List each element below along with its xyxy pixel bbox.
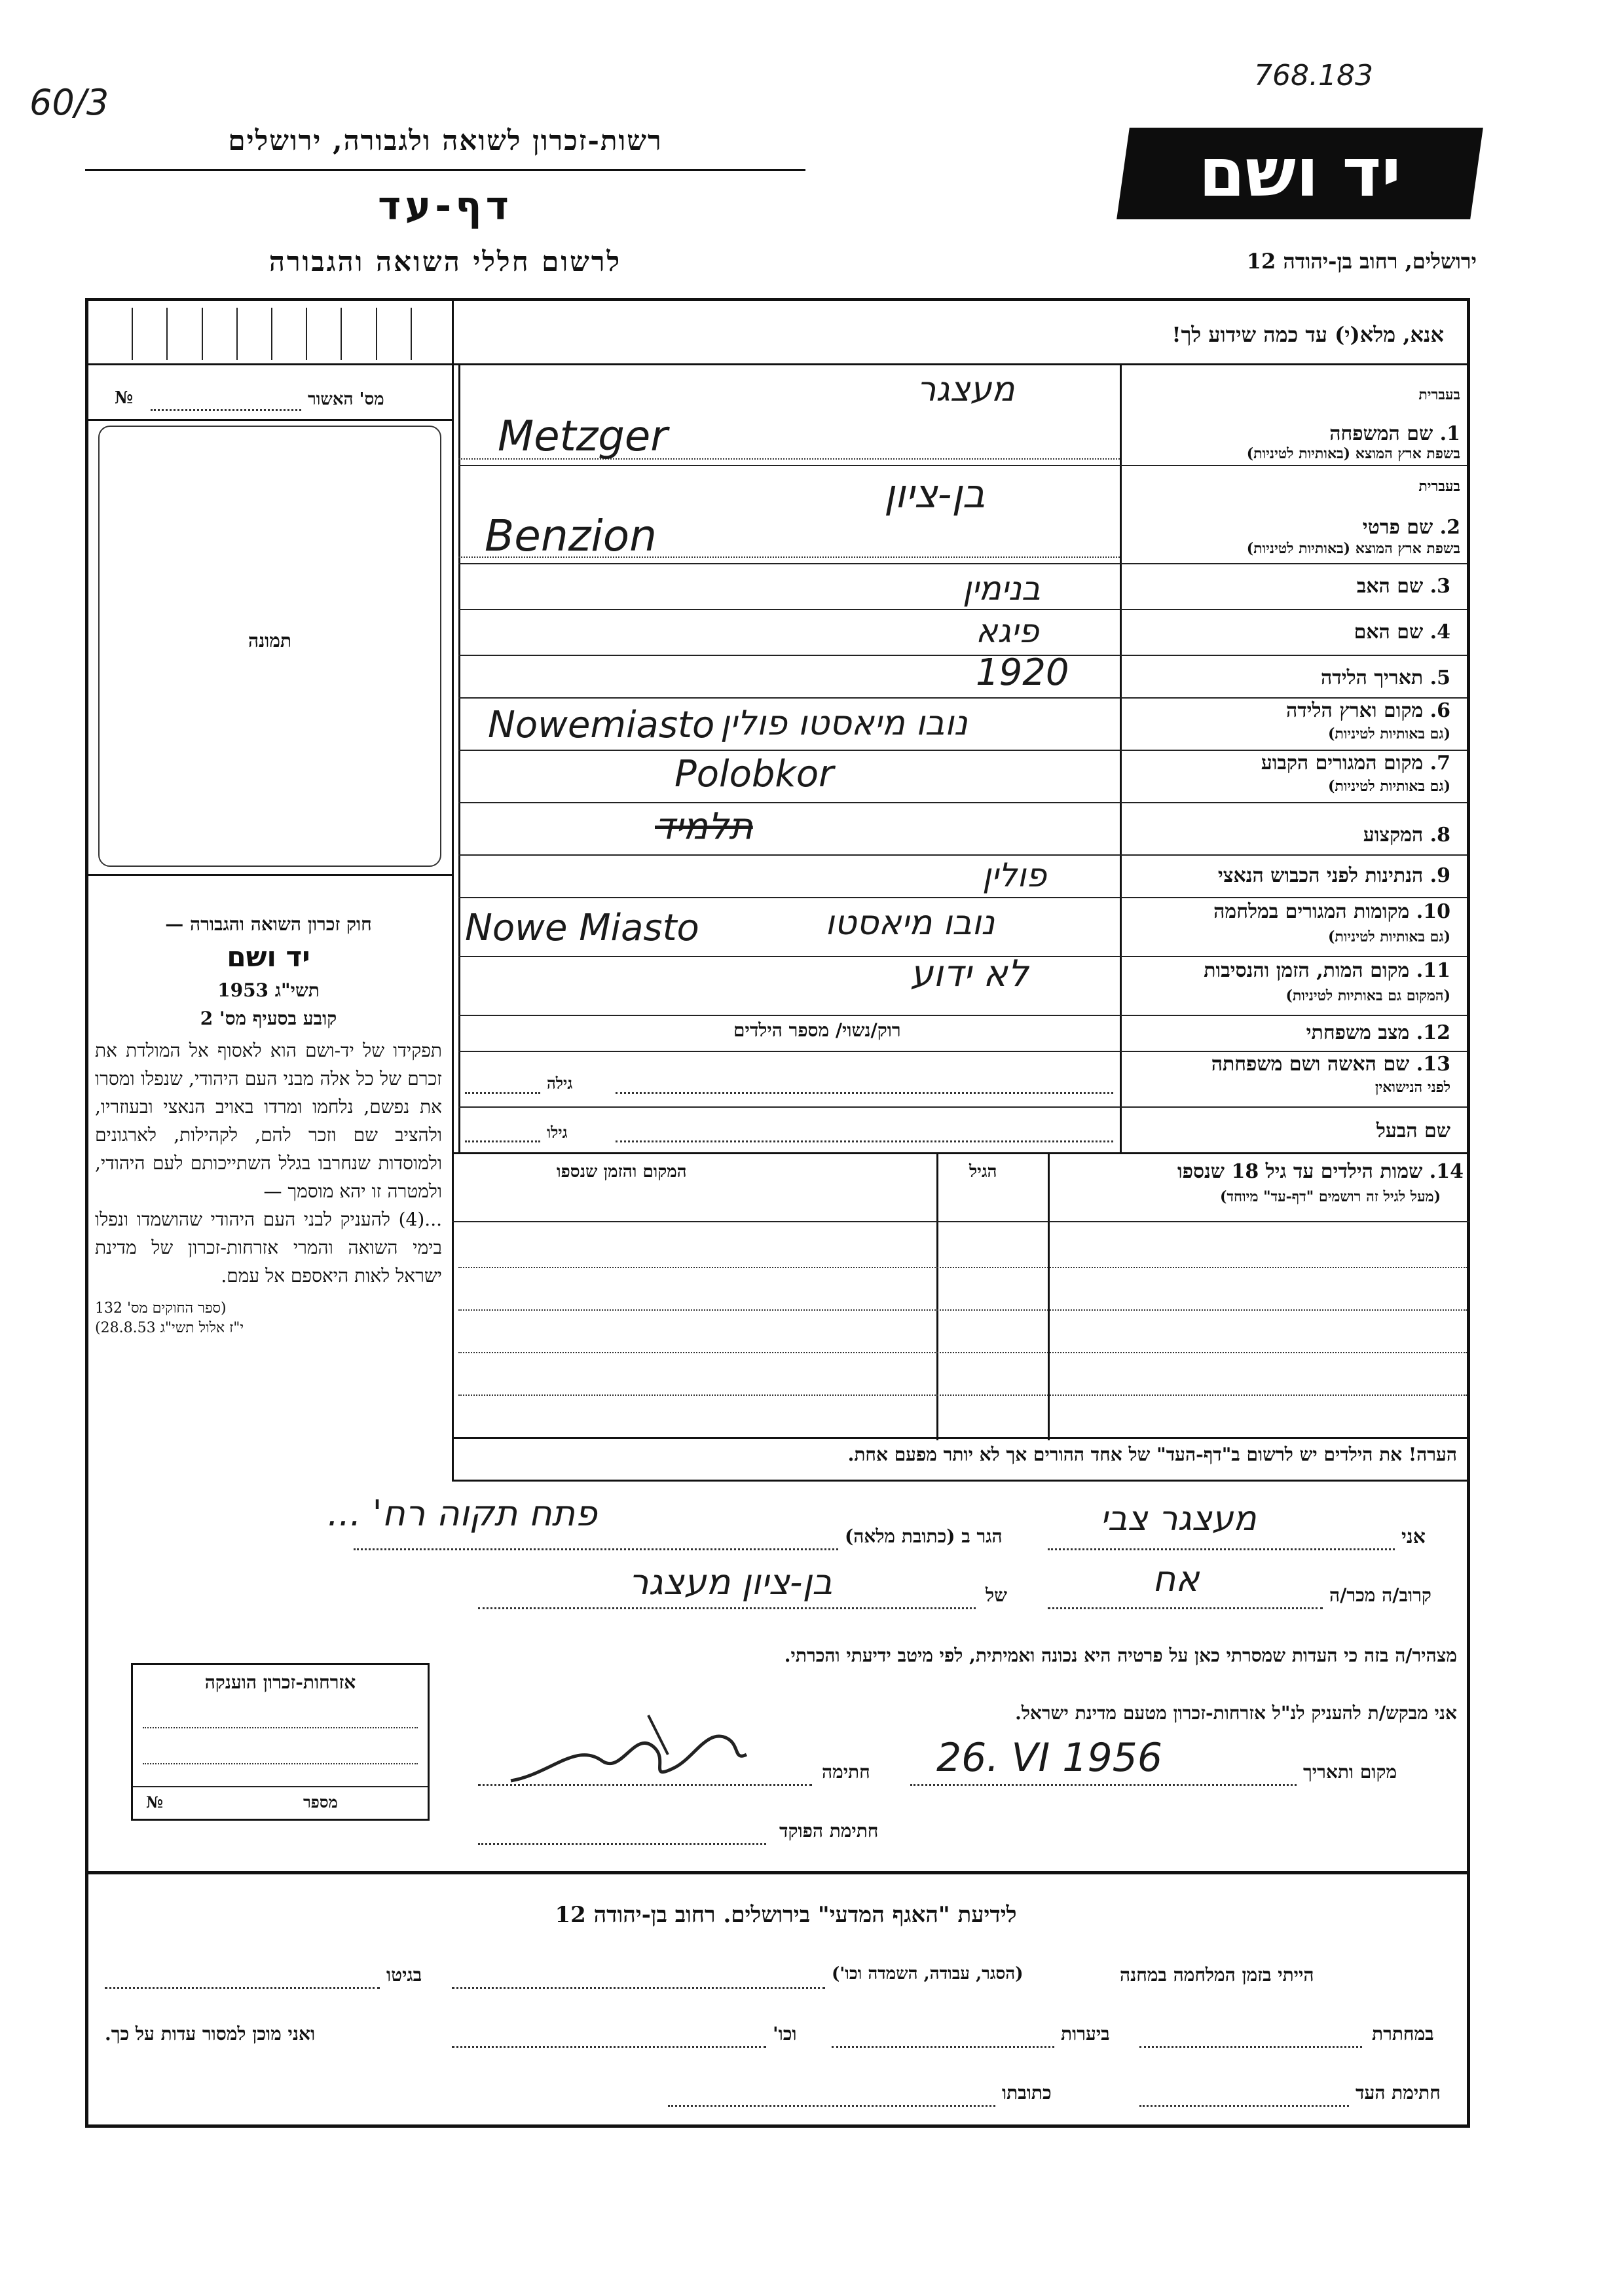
yad-vashem-logo — [1116, 128, 1483, 219]
children-title: 14. שמות הילדים עד גיל 18 שנספו — [1177, 1160, 1464, 1183]
footer-line2-a: במחתרת — [1372, 2023, 1434, 2045]
field-4-text: שם האם — [1354, 621, 1424, 644]
field-3-num: 3. — [1430, 575, 1450, 598]
field-3-label — [1357, 575, 1450, 598]
field-10-num: 10. — [1416, 900, 1450, 923]
declaration-statement-2: אני מבקש/ת להעניק לנ"ל אזרחות-זכרון מטעם מדינת ישראל. — [1015, 1702, 1457, 1724]
form-subtitle: לרשום חללי השואה והגבורה — [268, 246, 622, 278]
field-1-text: שם המשפחה — [1329, 422, 1433, 445]
value-profession: תלמיד — [655, 805, 753, 848]
declaration-statement-1: מצהיר/ה בזה כי העדות שמסרתי כאן על פרטיה היא נכונה ואמיתית, לפי מיטב ידיעתי והכרתי. — [784, 1645, 1457, 1666]
declaration-i-label: אני — [1401, 1525, 1426, 1548]
law-citation-2: י"ז אלול תשי"ג 28.8.53) — [95, 1320, 244, 1336]
field-12-text: מצב משפחתי — [1306, 1021, 1410, 1044]
instruction: אנא, מלא(י) עד כמה שידוע לך! — [1172, 322, 1444, 347]
law-year-value: 1953 — [217, 979, 269, 1001]
footer-line3-b: כתובתו — [1002, 2082, 1052, 2104]
value-death-place: לא ידוע — [910, 953, 1029, 995]
footer-line2-b: ביערות — [1061, 2023, 1110, 2045]
law-body: תפקידו של יד-ושם הוא לאסוף אל המולדת את זכרם של כל אלה מבני העם היהודי, שנפלו ומסרו את נפשם, נלחמו ומרדו באויב הנאצי ובעוזריו, ולהציב שם וזכר להם, לקהילות, לארגונים ולמוסדות שנחרבו בגלל השתייכותם לעם היהודי, ולמטרה זו יהא מוסמך — — [95, 1040, 442, 1202]
value-first-name-latin: Benzion — [485, 511, 657, 561]
citizenship-number-sign: № — [146, 1793, 164, 1812]
officer-signature-label: חתימת הפוקד — [779, 1820, 879, 1842]
field-5-num: 5. — [1430, 666, 1450, 689]
law-name: יד ושם — [227, 941, 310, 973]
declaration-of-label: של — [986, 1584, 1007, 1606]
declaration-residing-label: הגר ב (כתובת מלאה) — [845, 1525, 1003, 1547]
footer-line2-d: ואני מוכן למסור עדות על כך. — [105, 2023, 316, 2045]
field-2-side: בעברית — [1418, 478, 1460, 495]
approval-number-label: מס' האשור — [308, 390, 384, 409]
law-heading: חוק זכרון השואה והגבורה — — [165, 913, 372, 935]
place-date-value: 26. VI 1956 — [936, 1735, 1162, 1781]
value-wartime-place-latin: Nowe Miasto — [465, 907, 699, 949]
footer-line2-c: וכו' — [773, 2023, 797, 2045]
field-10-hint: (גם באותיות לטיניות) — [1327, 928, 1450, 945]
approval-number-sign: № — [115, 388, 134, 408]
declaration-relative-value: אח — [1153, 1558, 1200, 1599]
field-husband-label: שם הבעל — [1376, 1120, 1450, 1142]
law-year — [95, 976, 442, 1004]
declaration-of-value: בן-ציון מעצגר — [629, 1561, 833, 1603]
photo-label: תמונה — [248, 630, 292, 651]
field-10-text: מקומות המגורים במלחמה — [1213, 900, 1410, 923]
field-2-num: 2. — [1439, 516, 1460, 539]
field-1-hint: בשפת ארץ המוצא (באותיות לטיניות) — [1246, 445, 1460, 462]
footer-line1-a: הייתי בזמן המלחמה במחנה — [1120, 1964, 1314, 1986]
field-12-num: 12. — [1416, 1021, 1450, 1044]
field-6-label — [1286, 699, 1450, 722]
value-residence: Polobkor — [674, 753, 834, 795]
field-11-hint: (המקום גם באותיות לטיניות) — [1285, 987, 1450, 1004]
field-6-hint: (גם באותיות לטיניות) — [1327, 725, 1450, 742]
field-7-text: מקום המגורים הקבוע — [1261, 752, 1424, 774]
field-1-side: בעברית — [1418, 386, 1460, 403]
item-number: 768.183 — [1254, 59, 1373, 92]
field-13-hint: לפני הנישואין — [1375, 1079, 1450, 1096]
field-6-num: 6. — [1430, 699, 1450, 722]
citizenship-box — [131, 1663, 430, 1821]
field-11-num: 11. — [1416, 959, 1450, 982]
law-year-label: תשי"ג — [274, 979, 320, 1001]
law-citation-1: (ספר החוקים מס' 132 — [95, 1300, 227, 1317]
footer-line3-a: חתימת העד — [1356, 2082, 1441, 2104]
children-col-place: המקום והזמן שנספו — [557, 1162, 687, 1182]
header-underline — [85, 169, 805, 171]
footer-line1-b: (הסגר, עבודה, השמדה וכו') — [832, 1964, 1024, 1984]
declaration-i-value: מעצגר צבי — [1100, 1499, 1257, 1539]
field-6-text: מקום וארץ הלידה — [1285, 699, 1424, 722]
field-4-label — [1354, 621, 1450, 644]
field-13-num: 13. — [1416, 1053, 1450, 1076]
declaration-relative-label: קרוב/ה מכר/ה — [1329, 1584, 1431, 1606]
field-first-name — [1126, 465, 1460, 563]
field-family-name — [1126, 367, 1460, 465]
field-2-text: שם פרטי — [1362, 516, 1433, 539]
field-5-label — [1321, 666, 1450, 689]
field-8-text: המקצוע — [1363, 824, 1424, 847]
field-9-num: 9. — [1430, 864, 1450, 887]
value-mother-name: פיגא — [976, 612, 1039, 650]
address-line: ירושלים, רחוב בן-יהודה 12 — [1246, 249, 1477, 274]
witness-signature — [498, 1702, 760, 1800]
value-wartime-place-he: נובו מיאסטו — [825, 903, 995, 943]
field-1-label — [1329, 422, 1460, 445]
field-5-text: תאריך הלידה — [1321, 666, 1424, 689]
value-citizenship: פולין — [982, 856, 1047, 894]
field-11-text: מקום המות, הזמן והנסיבות — [1204, 959, 1410, 982]
field-2-hint: בשפת ארץ המוצא (באותיות לטיניות) — [1246, 540, 1460, 557]
children-hint: (מעל לגיל זה רושמים "דף-עד" מיוחד) — [1220, 1188, 1441, 1205]
field-7-num: 7. — [1430, 752, 1450, 774]
law-citation — [95, 1299, 442, 1338]
place-date-label: מקום ותאריך — [1303, 1761, 1397, 1783]
logo-text: יד ושם — [1198, 134, 1401, 212]
footer-notice: לידיעת "האגף המדעי" בירושלים. רחוב בן-יהודה 12 — [555, 1902, 1017, 1928]
value-family-name-he: מעצגר — [917, 370, 1015, 409]
signature-label: חתימה — [822, 1761, 870, 1783]
value-marital-status: רוק/נשוי/ מספר הילדים — [733, 1019, 901, 1041]
field-13-label — [1211, 1053, 1450, 1076]
field-12-label — [1306, 1021, 1450, 1044]
field-3-text: שם האב — [1356, 575, 1424, 598]
authority-line: רשות-זכרון לשואה ולגבורה, ירושלים — [228, 124, 663, 156]
citizenship-box-title: אזרחות-זכרון הוענקה — [204, 1671, 356, 1693]
footer-line1-c: בגיטו — [386, 1964, 422, 1986]
value-first-name-he: בן-ציון — [884, 471, 986, 517]
field-7-label — [1261, 752, 1450, 774]
wife-age-label: גילה — [547, 1074, 573, 1093]
field-2-label — [1363, 516, 1460, 539]
law-text — [95, 910, 442, 1338]
children-note: הערה! את הילדים יש לרשום ב"דף-העד" של אחד ההורים אך לא יותר מפעם אחת. — [847, 1444, 1457, 1465]
field-7-hint: (גם באותיות לטיניות) — [1327, 778, 1450, 795]
field-11-label — [1204, 959, 1450, 982]
value-father-name: בנימין — [963, 570, 1041, 608]
law-body-2: ...(4) להעניק לבני העם היהודי שהושמדו ונפלו בימי השואה והמרי אזרחות-זכרון של מדינת ישראל לאות היאספם אל עמם. — [95, 1209, 442, 1286]
value-birth-place-latin: Nowemiasto — [488, 704, 715, 746]
value-family-name-latin: Metzger — [498, 412, 668, 461]
form-title: דף-עד — [378, 183, 513, 229]
children-col-age: הגיל — [969, 1162, 997, 1182]
field-9-text: הנתינות לפני הכבוש הנאצי — [1217, 864, 1424, 887]
office-boxes — [98, 308, 445, 360]
field-8-num: 8. — [1430, 824, 1450, 847]
field-9-label — [1218, 864, 1450, 887]
value-birth-date: 1920 — [976, 651, 1069, 694]
husband-age-label: גילו — [547, 1123, 568, 1142]
value-birth-place-he: נובו מיאסטו פולין — [720, 704, 968, 743]
field-10-label — [1213, 900, 1450, 923]
field-4-num: 4. — [1430, 621, 1450, 644]
field-1-num: 1. — [1439, 422, 1460, 445]
citizenship-number-label: מספר — [303, 1793, 338, 1812]
field-8-label — [1363, 824, 1450, 847]
law-clause: קובע בסעיף מס' 2 — [200, 1008, 337, 1029]
archive-ref: 60/3 — [29, 82, 109, 123]
photo-box — [98, 426, 441, 867]
field-13-text: שם האשה ושם משפחתה — [1211, 1053, 1410, 1076]
declaration-residing-value: פתח תקוה רח' ... — [327, 1493, 597, 1534]
